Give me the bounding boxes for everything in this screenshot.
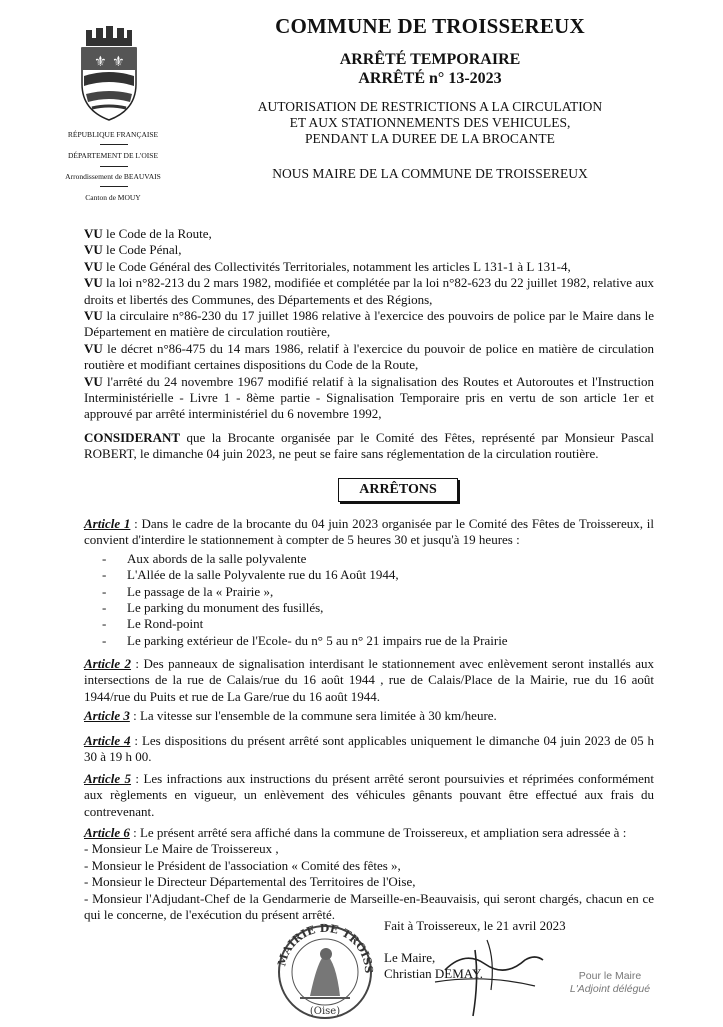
article-2: Article 2 : Des panneaux de signalisation interdisant le stationnement avec enlèvement seront installés aux intersections de la rue de Calais/rue du 16 août 1944 , rue de Calais/Place de la Mairie, rue du 16 août 1944/rue du Puits et rue de La Gare/rue du 16 août 1944. [84, 656, 654, 704]
list-item: - Monsieur l'Adjudant-Chef de la Gendarmerie de Marseille-en-Beauvaisis, qui seront chargés, chacun en ce qui le concerne, de l'exécution du présent arrêté. [84, 890, 654, 923]
department-label: DÉPARTEMENT DE L'OISE [67, 151, 159, 160]
visa-item: VU le Code Pénal, [84, 242, 182, 258]
list-item: - Le parking extérieur de l'Ecole- du n° 5 au n° 21 impairs rue de la Prairie [102, 633, 654, 649]
arrete-type: ARRÊTÉ TEMPORAIRE [339, 51, 521, 68]
list-item: - Monsieur le Président de l'association « Comité des fêtes », [84, 857, 401, 873]
article-6: Article 6 : Le présent arrêté sera affiché dans la commune de Troissereux, et ampliation sera adressée à : - Monsieur Le Maire de Troissereux , - Monsieur le Président de l'association « Comité des fêtes », - Monsieur le Directeur Départemental des Territoires de l'Oise, - Monsieur l'Adjudant-Chef de la Gendarmerie de Marseille-en-Beauvaisis, qui seront chargés, chacun en ce qui le concerne, de l'exécution du présent arrêté. [84, 825, 654, 923]
list-item: - Le passage de la « Prairie », [102, 584, 654, 600]
article-label: Article 5 [84, 771, 132, 786]
arretons-heading: ARRÊTONS [338, 478, 458, 502]
svg-text:⚜: ⚜ [94, 54, 107, 70]
list-item: - L'Allée de la salle Polyvalente rue du 16 Août 1944, [102, 567, 654, 583]
subject-line: AUTORISATION DE RESTRICTIONS A LA CIRCULATION [257, 99, 603, 114]
arrete-subject [150, 99, 710, 147]
svg-text:⚜: ⚜ [112, 54, 125, 70]
subject-line: PENDANT LA DUREE DE LA BROCANTE [305, 131, 555, 146]
svg-text:MAIRIE DE TROISSEREUX: MAIRIE DE TROISS [275, 921, 376, 974]
list-item: - Le Rond-point [102, 616, 654, 632]
visa-item: VU le Code Général des Collectivités Territoriales, notamment les articles L 131-1 à L 131-4, [84, 258, 571, 274]
commune-crest-icon [74, 24, 144, 122]
list-item: - Aux abords de la salle polyvalente [102, 551, 654, 567]
svg-text:(Oise): (Oise) [309, 1006, 341, 1017]
visa-item: VU le Code de la Route, [84, 226, 212, 241]
adjoint-line: Pour le Maire [578, 970, 642, 982]
subject-line: ET AUX STATIONNEMENTS DES VEHICULES, [289, 115, 571, 130]
visa-item: VU la loi n°82-213 du 2 mars 1982, modifiée et complétée par la loi n°82-623 du 22 juillet 1982, relative aux droits et libertés des Communes, des Départements et des Régions, [84, 275, 654, 307]
visas-block [84, 226, 654, 423]
visa-item: VU le décret n°86-475 du 14 mars 1986, relatif à l'exercice du pouvoir de police en matière de circulation routière et modifiant certaines dispositions du Code de la Route, [84, 340, 654, 373]
arrete-number: ARRÊTÉ n° 13-2023 [358, 70, 502, 87]
visa-item: VU l'arrêté du 24 novembre 1967 modifié relatif à la signalisation des Routes et Autoroutes et l'Instruction Interministérielle - Livre 1 - 8ème partie - Signalisation Temporaire pris en vertu de son article 1er et approuvé par arrêté interministériel du 6 novembre 1992, [84, 373, 654, 422]
article-label: Article 6 [84, 825, 130, 840]
article-5: Article 5 : Les infractions aux instructions du présent arrêté seront poursuivies et réprimées conformément aux règlements en vigueur, un enlèvement des véhicules gênants pouvant être effectué aux frais du contrevenant. [84, 771, 654, 819]
article-4: Article 4 : Les dispositions du présent arrêté sont applicables uniquement le dimanche 04 juin 2023 de 05 h 30 à 19 h 00. [84, 733, 654, 765]
canton-label: Canton de MOUY [85, 193, 141, 202]
visa-item: VU la circulaire n°86-230 du 17 juillet 1986 relative à l'exercice des pouvoirs de police par le Maire dans le Département en matière de circulation routière, [84, 308, 654, 340]
article-label: Article 4 [84, 733, 131, 748]
list-item: - Le parking du monument des fusillés, [102, 600, 654, 616]
article-1-list [84, 551, 654, 649]
place-date: Fait à Troissereux, le 21 avril 2023 [384, 918, 566, 933]
article-6-recipients [84, 841, 654, 923]
article-label: Article 1 [84, 516, 131, 531]
arrondissement-label: Arrondissement de BEAUVAIS [65, 172, 161, 181]
adjoint-stamp [560, 970, 660, 996]
article-3: Article 3 : La vitesse sur l'ensemble de la commune sera limitée à 30 km/heure. [84, 708, 497, 723]
mairie-seal-icon [270, 918, 380, 1022]
signature-icon [425, 930, 555, 1020]
mayor-name: Christian DEMAY. [384, 966, 483, 981]
article-1: Article 1 : Dans le cadre de la brocante du 04 juin 2023 organisée par le Comité des Fêtes de Troissereux, il convient d'interdire le stationnement à compter de 5 heures 30 et jusqu'à 19 heures : - Aux abords de la salle polyvalente - L'Allée de la salle Polyvalente rue du 16 Août 1944, - Le passage de la « Prairie », - Le parking du monument des fusillés, - Le Rond-point - Le parking extérieur de l'Ecole- du n° 5 au n° 21 impairs rue de la Prairie [84, 516, 654, 649]
mayor-line: NOUS MAIRE DE LA COMMUNE DE TROISSEREUX [272, 166, 588, 181]
commune-title: COMMUNE DE TROISSEREUX [275, 14, 585, 38]
article-label: Article 3 [84, 708, 130, 723]
mayor-title: Le Maire, [384, 950, 436, 965]
adjoint-line: L'Adjoint délégué [569, 983, 651, 995]
considerant-label: CONSIDERANT [84, 430, 181, 445]
list-item: - Monsieur le Directeur Départemental des Territoires de l'Oise, [84, 874, 416, 890]
article-label: Article 2 [84, 656, 132, 671]
list-item: - Monsieur Le Maire de Troissereux , [84, 841, 279, 857]
republic-label: RÉPUBLIQUE FRANÇAISE [67, 130, 159, 139]
considerant-paragraph: CONSIDERANT que la Brocante organisée par le Comité des Fêtes, représenté par Monsieur Pascal ROBERT, le dimanche 04 juin 2023, ne peut se faire sans réglementation de la circulation routière. [84, 430, 654, 462]
